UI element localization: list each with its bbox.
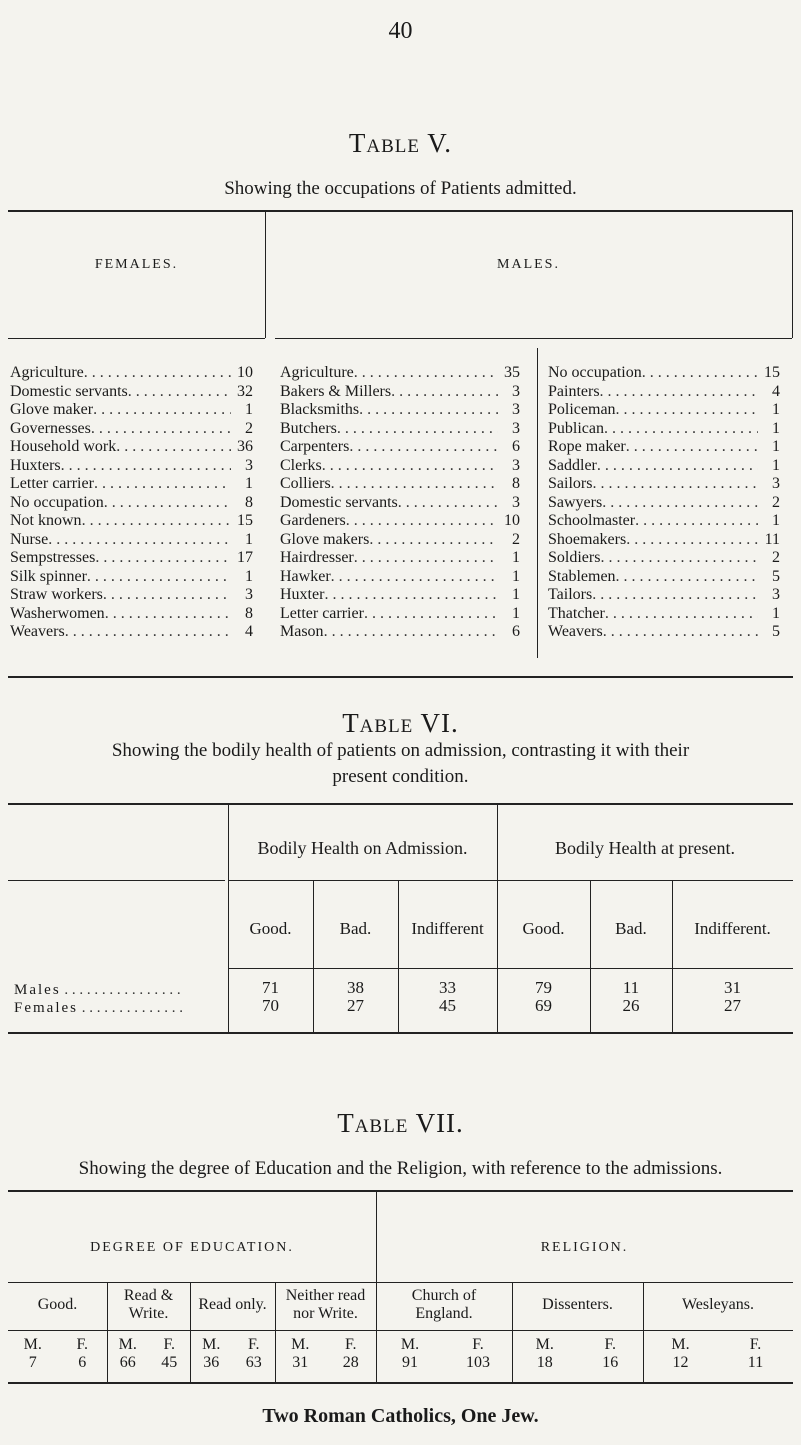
occupation-count: 8 [512,475,520,492]
occupation-name: Policeman [548,401,616,418]
table7-rel-rule [376,1282,793,1283]
table6-cell: 26 [622,996,640,1015]
dot-leader [48,531,231,550]
dot-leader [104,494,231,513]
female-label: F. [604,1336,617,1353]
occupation-count: 3 [245,586,253,603]
male-count: 12 [672,1354,689,1371]
occupation-count: 10 [237,364,253,381]
dot-leader [369,531,498,550]
dot-leader [116,438,231,457]
male-occupation-row [548,438,780,457]
table7-col-header: Wesleyans. [681,1296,755,1313]
dot-leader [105,605,231,624]
table7-education-header: DEGREE OF EDUCATION. [90,1240,294,1255]
male-occupation-row [548,605,780,624]
occupation-count: 4 [772,382,780,400]
table6-cell: 69 [535,996,552,1015]
occupation-name: Tailors [548,586,593,603]
male-occupation-row [548,457,780,476]
male-occupation-row [548,420,780,439]
dot-leader [592,475,758,494]
occupation-name: Silk spinner [10,567,87,585]
dot-leader [603,623,758,642]
female-label: F. [76,1336,89,1353]
table5-female-header: FEMALES. [94,257,179,272]
dot-leader [616,568,758,587]
occupation-count: 15 [237,512,253,529]
table7-subtitle: Showing the degree of Education and the Religion, with reference to the admissions. [78,1158,723,1179]
table7-col-header-line2: England. [415,1305,473,1322]
occupation-count: 1 [245,567,253,585]
occupation-count: 1 [772,604,780,622]
occupation-name: Household work [10,438,117,455]
table6-cell: 11 [622,978,640,997]
occupation-name: Painters [548,382,600,400]
male-occupation-row [280,605,520,624]
table5-header-rule-left [8,338,265,339]
table6-subtitle-line2: present condition. [332,766,469,787]
female-occupation-row [10,457,253,476]
dot-leader [65,623,231,642]
occupation-count: 3 [772,475,780,492]
table6-group-admission: Bodily Health on Admission. [257,838,468,858]
table7-col-header-line2: Write. [128,1305,169,1322]
table7-col-header: Church of [411,1287,477,1304]
table7-col-header: Dissenters. [542,1296,613,1313]
dot-leader [128,383,231,402]
male-occupation-row [280,457,520,476]
table7-edu-rule [8,1282,376,1283]
occupation-name: Butchers [280,419,337,437]
dot-leader [87,568,231,587]
occupation-name: Rope maker [548,438,626,455]
table5-subtitle: Showing the occupations of Patients admitted. [224,178,577,199]
male-count: 91 [402,1354,418,1371]
occupation-name: Nurse [10,530,49,548]
male-occupation-row [548,568,780,587]
occupation-count: 15 [764,364,780,381]
dot-leader [93,401,231,420]
female-occupation-row [10,568,253,587]
table5-title: Table V. [348,128,453,158]
t6-row-males-leader: . . . . . . . . . . . . . . . . [60,982,181,998]
t6-row-females-leader: . . . . . . . . . . . . . . [78,1000,183,1016]
male-label: M. [291,1336,310,1353]
dot-leader [626,531,758,550]
occupation-count: 32 [237,382,253,400]
male-occupation-row [548,364,780,383]
occupation-count: 3 [245,456,253,474]
page-number: 40 [388,18,413,44]
dot-leader [391,383,498,402]
dot-leader [602,494,758,513]
table7-group-divider [376,1190,377,1382]
male-label: M. [400,1336,420,1353]
occupation-name: Carpenters [280,438,350,455]
male-occupation-row [280,475,520,494]
table6-cell: 31 [724,978,741,997]
occupation-count: 1 [772,456,780,474]
dot-leader [626,438,758,457]
occupation-name: Sawyers [548,493,603,511]
male-occupation-row [548,623,780,642]
male-label: M. [118,1336,137,1353]
occupation-count: 1 [245,530,253,548]
occupation-name: No occupation [548,364,642,381]
occupation-count: 1 [512,586,520,603]
occupation-count: 1 [772,419,780,437]
dot-leader [324,623,498,642]
female-occupation-row [10,420,253,439]
dot-leader [616,401,758,420]
dot-leader [398,494,498,513]
table6-cell: 79 [535,978,552,997]
occupation-count: 10 [504,512,520,529]
male-occupation-row [280,512,520,531]
occupation-name: Letter carrier [10,475,94,492]
occupation-name: Stablemen [548,567,616,585]
male-count: 36 [203,1354,220,1371]
occupation-name: Mason [280,623,324,640]
male-occupation-row [548,494,780,513]
occupation-name: Washerwomen [10,604,105,622]
table6-title: Table VI. [342,708,459,738]
male-label: M. [202,1336,221,1353]
male-occupation-row [280,623,520,642]
male-occupation-row [280,549,520,568]
dot-leader [349,438,498,457]
male-occupation-row [548,475,780,494]
occupation-name: Sempstresses [10,549,96,566]
occupation-name: Hairdresser [280,549,354,566]
occupation-name: Glove maker [10,401,94,418]
t6-col-good-now: Good. [522,919,565,938]
female-occupation-row [10,475,253,494]
occupation-name: Soldiers [548,549,601,566]
occupation-count: 1 [245,401,253,418]
occupation-count: 3 [512,456,520,474]
occupation-count: 1 [772,438,780,455]
female-count: 45 [161,1354,178,1371]
t6-col-good-adm: Good. [249,919,292,938]
occupation-name: Publican [548,419,604,437]
male-count: 7 [28,1354,37,1371]
occupation-name: Not known [10,512,82,529]
occupation-count: 3 [512,493,520,511]
occupation-count: 1 [512,604,520,622]
female-label: F. [344,1336,357,1353]
occupation-count: 1 [512,567,520,585]
female-label: F. [749,1336,762,1353]
table7-col-header: Good. [37,1296,78,1313]
table5-right-edge [792,210,793,338]
occupation-count: 6 [512,623,520,640]
table7-col-header: Read only. [198,1296,267,1313]
dot-leader [359,401,498,420]
male-occupation-row [280,568,520,587]
occupation-count: 2 [512,530,520,548]
table7-col-rule [8,1330,793,1331]
occupation-count: 8 [245,493,253,511]
dot-leader [364,605,498,624]
occupation-name: Agriculture [10,364,84,381]
table6-subtitle-line1: Showing the bodily health of patients on admission, contrasting it with their [111,740,690,761]
occupation-name: Thatcher [548,604,605,622]
table6-cell: 27 [724,996,741,1015]
occupation-name: Gardeners [280,512,346,529]
table7-title: Table VII. [337,1108,464,1138]
dot-leader [354,364,498,383]
female-count: 6 [78,1354,87,1371]
dot-leader [337,420,498,439]
occupation-count: 36 [237,438,253,455]
male-occupation-row [280,438,520,457]
table6-cell: 33 [439,978,456,997]
male-occupation-row [280,420,520,439]
female-occupation-row [10,401,253,420]
occupation-name: No occupation [10,493,104,511]
table7-top-rule [8,1190,793,1192]
dot-leader [635,512,758,531]
occupation-count: 3 [512,419,520,437]
occupation-count: 1 [772,401,780,418]
male-occupation-row [280,401,520,420]
occupation-name: Sailors [548,475,593,492]
female-occupation-row [10,623,253,642]
female-label: F. [247,1336,260,1353]
occupation-count: 3 [772,586,780,603]
dot-leader [82,512,231,531]
male-occupation-row [280,586,520,605]
female-count: 16 [602,1354,619,1371]
female-occupation-row [10,512,253,531]
female-count: 28 [342,1354,359,1371]
female-occupation-row [10,364,253,383]
female-occupation-row [10,586,253,605]
occupation-name: Colliers [280,475,331,492]
t6-col-indiff-now: Indifferent. [694,919,771,938]
dot-leader [597,457,758,476]
occupation-name: Straw workers [10,586,103,603]
occupation-count: 5 [772,567,780,585]
female-occupation-row [10,549,253,568]
occupation-name: Blacksmiths [280,401,360,418]
male-occupation-row [548,586,780,605]
male-count: 31 [292,1354,309,1371]
occupation-count: 2 [772,493,780,511]
table5-male-divider [537,348,538,658]
occupation-name: Huxters [10,456,61,474]
occupation-count: 2 [245,419,253,437]
male-occupation-row [548,383,780,402]
occupation-name: Hawker [280,567,331,585]
female-occupation-row [10,605,253,624]
dot-leader [331,568,498,587]
dot-leader [592,586,758,605]
table7-footnote: Two Roman Catholics, One Jew. [262,1405,539,1427]
female-count: 63 [245,1354,262,1371]
occupation-name: Weavers [10,623,65,640]
dot-leader [61,457,231,476]
occupation-count: 1 [512,549,520,566]
male-occupation-row [280,383,520,402]
occupation-count: 5 [772,623,780,640]
table7-col-header: Read & [123,1287,174,1304]
dot-leader [322,457,498,476]
male-occupation-row [280,494,520,513]
t6-col-bad-adm: Bad. [339,919,372,938]
occupation-name: Domestic servants [280,493,398,511]
occupation-name: Bakers & Millers [280,382,392,400]
table6-col-rule [228,968,793,969]
males-list-1 [280,364,520,642]
table6-group-present: Bodily Health at present. [555,838,735,858]
male-count: 18 [536,1354,553,1371]
males-list-2 [548,364,780,642]
table6-cell: 38 [347,978,364,997]
female-label: F. [472,1336,484,1353]
female-occupation-row [10,383,253,402]
dot-leader [103,586,231,605]
occupation-name: Schoolmaster [548,512,636,529]
dot-leader [91,420,231,439]
table7-col-header-line2: nor Write. [293,1305,358,1322]
dot-leader [604,420,758,439]
male-occupation-row [548,549,780,568]
female-count: 103 [466,1354,490,1371]
occupation-count: 1 [772,512,780,529]
t6-row-females-label: Females [14,1000,78,1016]
occupation-count: 17 [237,549,253,566]
male-label: M. [535,1336,554,1353]
male-occupation-row [280,531,520,550]
t6-col-indiff-adm: Indifferent [411,919,484,938]
table5-top-rule [8,210,793,212]
male-occupation-row [548,401,780,420]
occupation-name: Glove makers [280,530,370,548]
females-list [10,364,253,642]
occupation-name: Clerks [280,456,322,474]
occupation-count: 1 [245,475,253,492]
occupation-name: Agriculture [280,364,354,381]
table6-cell: 71 [262,978,279,997]
table6-bottom-rule [8,1032,793,1034]
table6-cell: 70 [262,996,279,1015]
occupation-name: Letter carrier [280,604,364,622]
dot-leader [600,549,758,568]
male-count: 66 [119,1354,136,1371]
table7-col-header: Neither read [285,1287,366,1304]
occupation-count: 4 [245,623,253,640]
female-occupation-row [10,438,253,457]
t6-col-bad-now: Bad. [615,919,647,938]
dot-leader [84,364,231,383]
table6-top-rule [8,803,793,805]
dot-leader [600,383,758,402]
female-count: 11 [747,1354,764,1371]
male-label: M. [671,1336,690,1353]
male-occupation-row [548,531,780,550]
female-occupation-row [10,494,253,513]
male-occupation-row [548,512,780,531]
occupation-name: Huxter [280,586,325,603]
occupation-name: Domestic servants [10,382,128,400]
occupation-name: Shoemakers [548,530,627,548]
occupation-count: 8 [245,604,253,622]
table7-bottom-rule [8,1382,793,1384]
table5-divider [265,210,266,338]
occupation-count: 6 [512,438,520,455]
female-occupation-row [10,531,253,550]
table6-cell: 27 [347,996,364,1015]
female-label: F. [163,1336,176,1353]
dot-leader [354,549,498,568]
occupation-name: Governesses [10,419,91,437]
occupation-count: 3 [512,401,520,418]
t6-row-males-label: Males [14,982,61,998]
table5-male-header: MALES. [497,257,560,272]
occupation-count: 11 [764,530,780,548]
dot-leader [331,475,498,494]
table6-rule-label [8,880,225,881]
table5-header-rule-right [275,338,792,339]
occupation-count: 35 [504,364,520,381]
occupation-count: 2 [772,549,780,566]
dot-leader [642,364,758,383]
occupation-name: Saddler [548,456,597,474]
dot-leader [94,475,231,494]
dot-leader [346,512,498,531]
table6-cell: 45 [439,996,456,1015]
dot-leader [324,586,498,605]
table7-religion-header: RELIGION. [540,1240,629,1255]
male-occupation-row [280,364,520,383]
occupation-name: Weavers [548,623,603,640]
table5-bottom-rule [8,676,793,678]
dot-leader [95,549,231,568]
male-label: M. [23,1336,42,1353]
dot-leader [605,605,758,624]
occupation-count: 3 [512,382,520,400]
